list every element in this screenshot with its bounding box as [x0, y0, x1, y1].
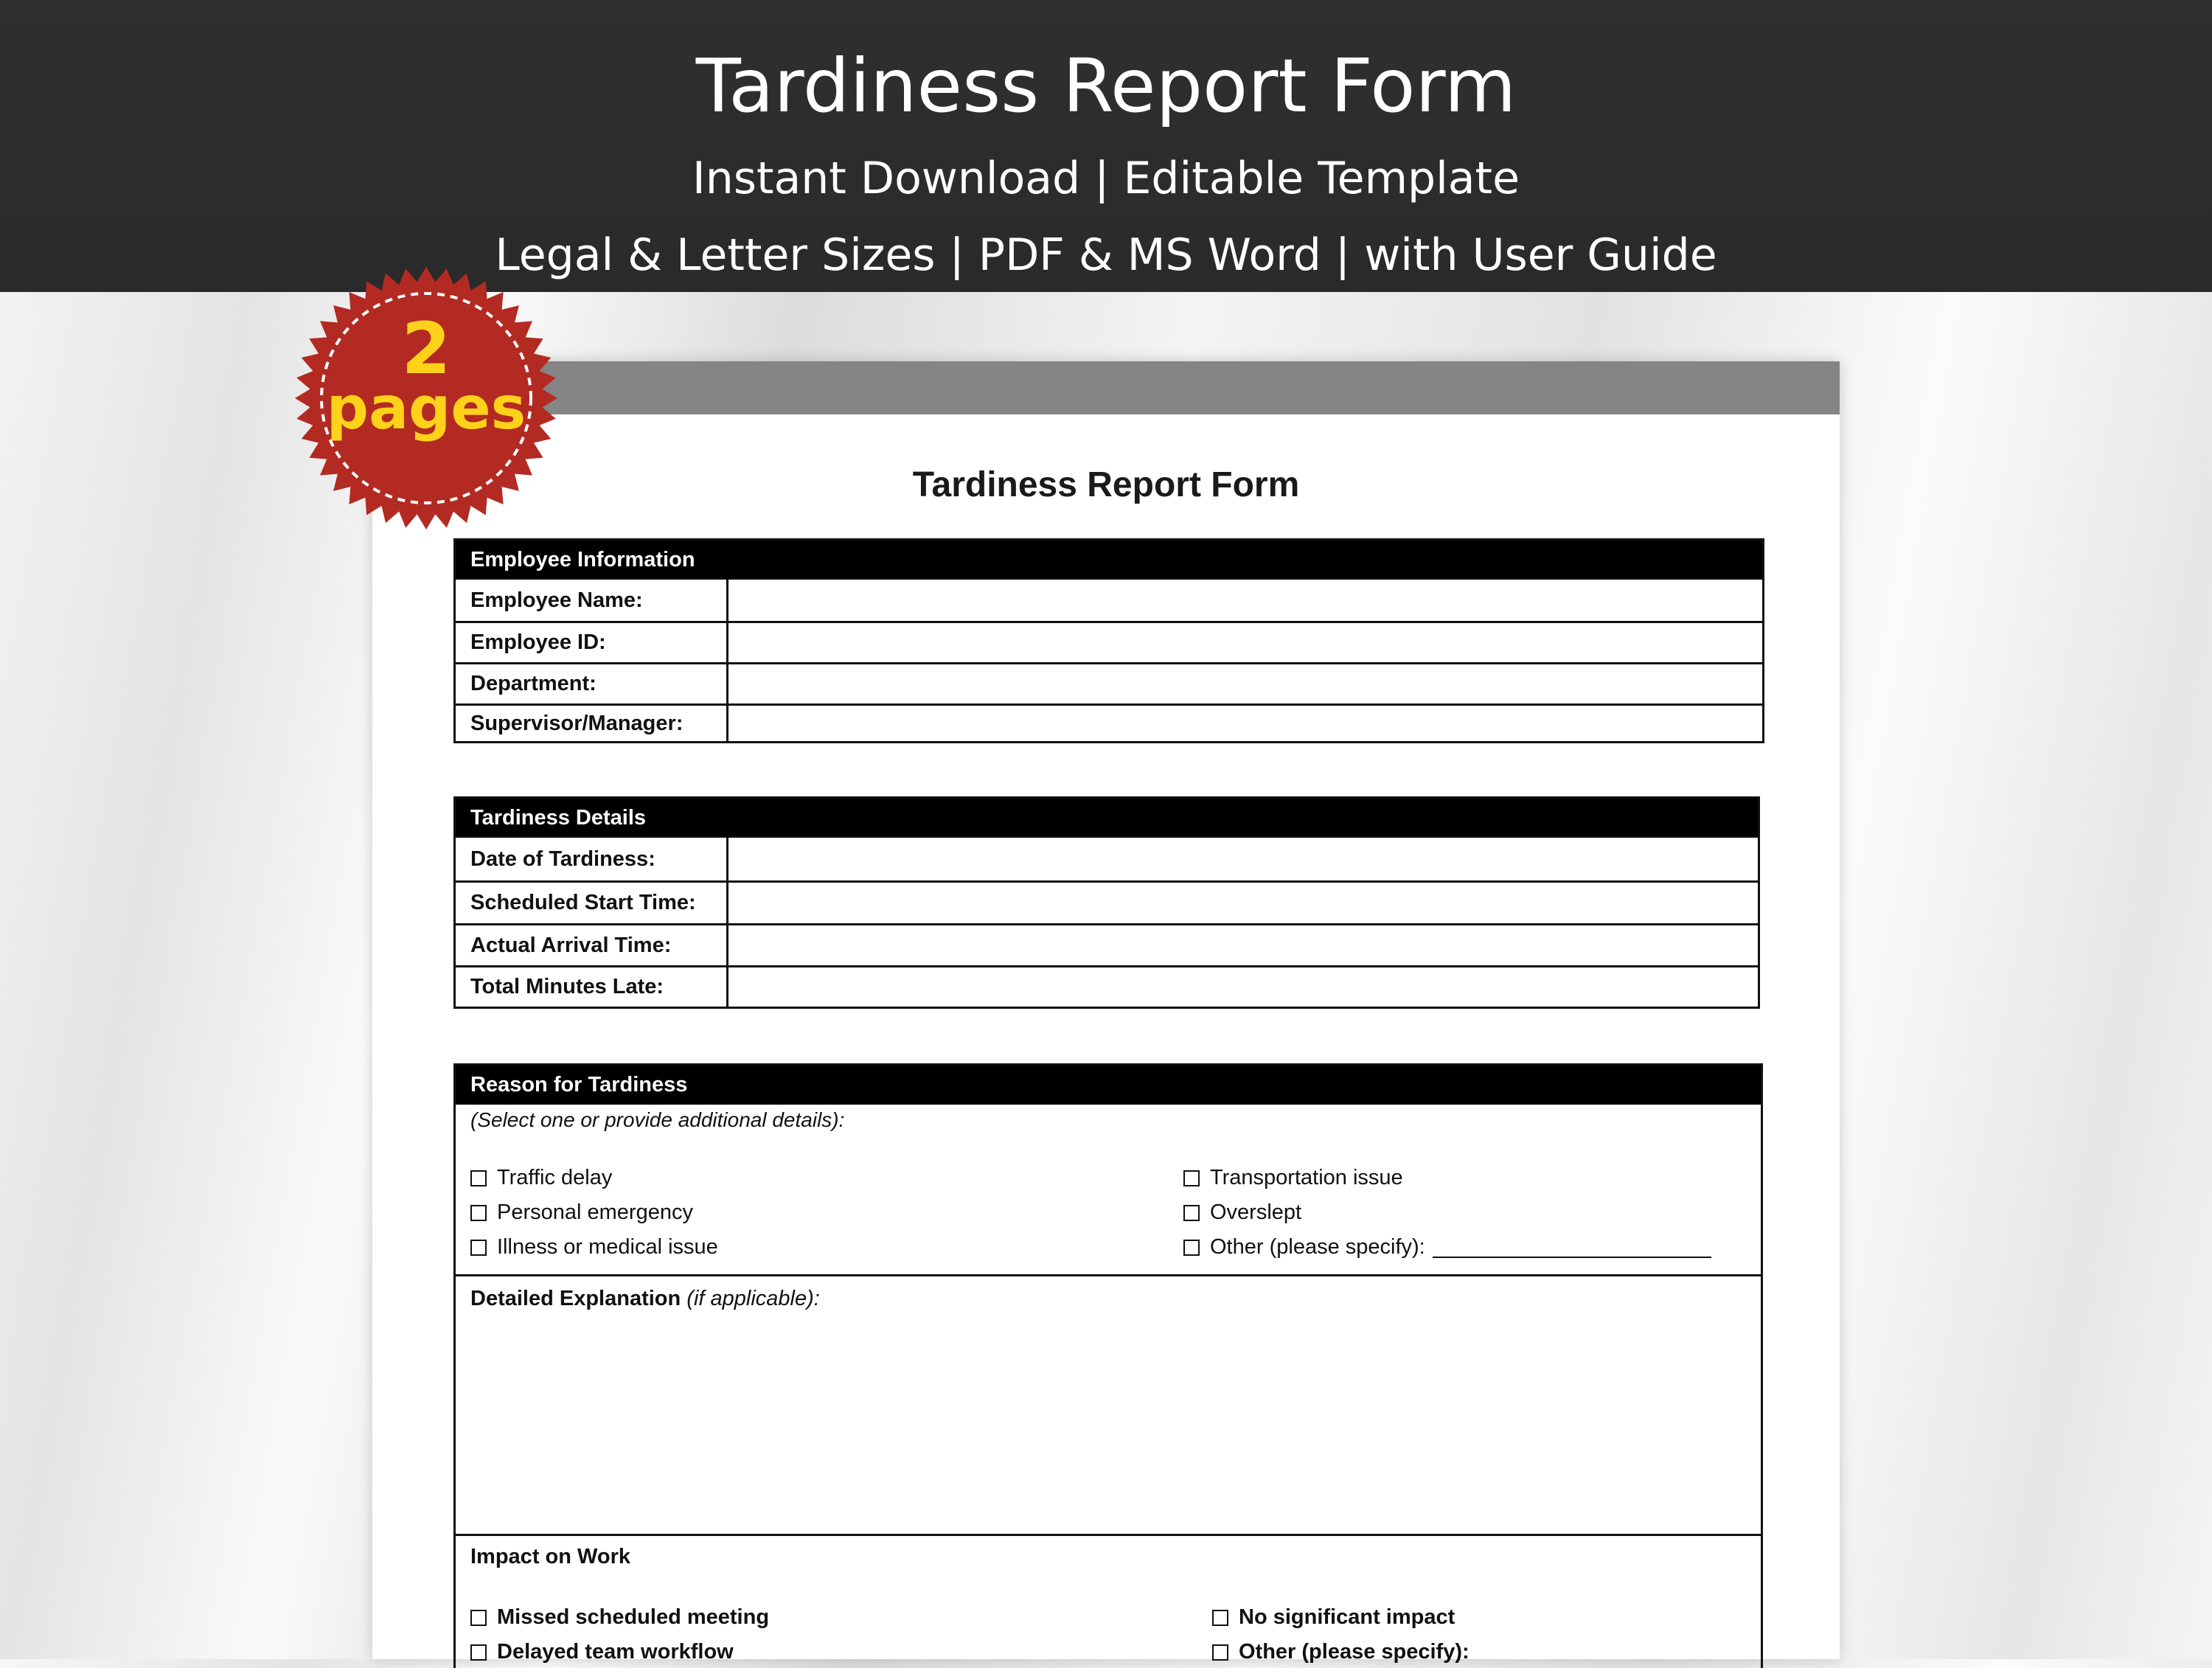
field-label: Department:: [456, 664, 728, 703]
checkbox-icon[interactable]: [470, 1205, 487, 1221]
option-label: Transportation issue: [1210, 1166, 1403, 1189]
pages-badge: [293, 265, 559, 531]
option-label: Overslept: [1210, 1200, 1302, 1224]
form-title: Tardiness Report Form: [912, 465, 1300, 504]
checkbox-icon[interactable]: [470, 1240, 487, 1256]
impact-option-delayed-workflow[interactable]: [470, 1640, 734, 1664]
badge-number: 2: [401, 307, 451, 390]
field-label: Date of Tardiness:: [456, 838, 728, 880]
header-banner: [0, 0, 2212, 292]
checkbox-icon[interactable]: [470, 1610, 487, 1626]
page-header-band: [372, 361, 1840, 414]
actual-arrival-time-field[interactable]: [728, 925, 1758, 965]
banner-subtitle-2: Legal & Letter Sizes | PDF & MS Word | with User Guide: [495, 229, 1717, 281]
checkbox-icon[interactable]: [470, 1644, 487, 1661]
checkbox-icon[interactable]: [1212, 1644, 1228, 1661]
badge-label: pages: [326, 374, 526, 442]
detailed-explanation-label: [470, 1287, 820, 1311]
form-row: [456, 703, 1762, 741]
section-heading: Reason for Tardiness: [456, 1066, 1761, 1105]
checkbox-icon[interactable]: [470, 1170, 487, 1186]
tardiness-details-section: [453, 796, 1760, 1009]
checkbox-icon[interactable]: [1183, 1240, 1200, 1256]
form-row: [456, 965, 1758, 1007]
option-label: Other (please specify):: [1239, 1640, 1470, 1664]
scheduled-start-time-field[interactable]: [728, 883, 1758, 923]
section-heading: Employee Information: [456, 541, 1762, 580]
form-row: [456, 580, 1762, 621]
impact-option-missed-meeting[interactable]: [470, 1605, 769, 1630]
checkbox-icon[interactable]: [1212, 1610, 1228, 1626]
reason-option-illness[interactable]: [470, 1235, 718, 1259]
form-row: [456, 923, 1758, 965]
field-label: Supervisor/Manager:: [456, 706, 728, 741]
employee-information-section: [453, 538, 1764, 743]
impact-on-work-heading: Impact on Work: [470, 1545, 630, 1568]
checkbox-icon[interactable]: [1183, 1205, 1200, 1221]
reason-for-tardiness-section: [453, 1063, 1763, 1668]
impact-option-no-impact[interactable]: [1212, 1605, 1455, 1630]
field-label: Actual Arrival Time:: [456, 925, 728, 965]
option-label: Delayed team workflow: [497, 1640, 734, 1664]
detailed-explanation-field[interactable]: [456, 1316, 1761, 1523]
date-of-tardiness-field[interactable]: [728, 838, 1758, 880]
supervisor-field[interactable]: [728, 706, 1762, 741]
field-label: Total Minutes Late:: [456, 967, 728, 1007]
reason-option-traffic-delay[interactable]: [470, 1166, 612, 1190]
employee-id-field[interactable]: [728, 623, 1762, 662]
field-label: Employee Name:: [456, 580, 728, 621]
option-label: Missed scheduled meeting: [497, 1605, 770, 1629]
reason-option-overslept[interactable]: [1183, 1200, 1301, 1225]
other-specify-line[interactable]: [1433, 1237, 1711, 1258]
field-label: Scheduled Start Time:: [456, 883, 728, 923]
impact-option-other[interactable]: [1212, 1640, 1470, 1664]
total-minutes-late-field[interactable]: [728, 967, 1758, 1007]
form-page: [372, 361, 1840, 1664]
form-row: [456, 880, 1758, 923]
divider: [456, 1534, 1761, 1536]
banner-title: Tardiness Report Form: [695, 43, 1517, 129]
reason-option-other[interactable]: [1183, 1235, 1711, 1259]
reason-instruction: (Select one or provide additional details):: [470, 1108, 845, 1131]
option-label: Personal emergency: [497, 1200, 693, 1224]
reason-option-transportation[interactable]: [1183, 1166, 1403, 1190]
field-label: Employee ID:: [456, 623, 728, 662]
form-row: [456, 838, 1758, 880]
option-label: Other (please specify):: [1210, 1235, 1425, 1259]
option-label: Illness or medical issue: [497, 1235, 718, 1259]
section-heading: Tardiness Details: [456, 799, 1758, 838]
banner-subtitle-1: Instant Download | Editable Template: [692, 153, 1520, 204]
checkbox-icon[interactable]: [1183, 1170, 1200, 1186]
form-row: [456, 662, 1762, 703]
option-label: Traffic delay: [497, 1166, 613, 1189]
employee-name-field[interactable]: [728, 580, 1762, 621]
divider: [456, 1274, 1761, 1276]
explanation-label-text: Detailed Explanation: [470, 1287, 681, 1310]
explanation-note: (if applicable):: [686, 1287, 820, 1310]
reason-option-personal-emergency[interactable]: [470, 1200, 693, 1225]
option-label: No significant impact: [1239, 1605, 1455, 1629]
form-row: [456, 621, 1762, 662]
department-field[interactable]: [728, 664, 1762, 703]
